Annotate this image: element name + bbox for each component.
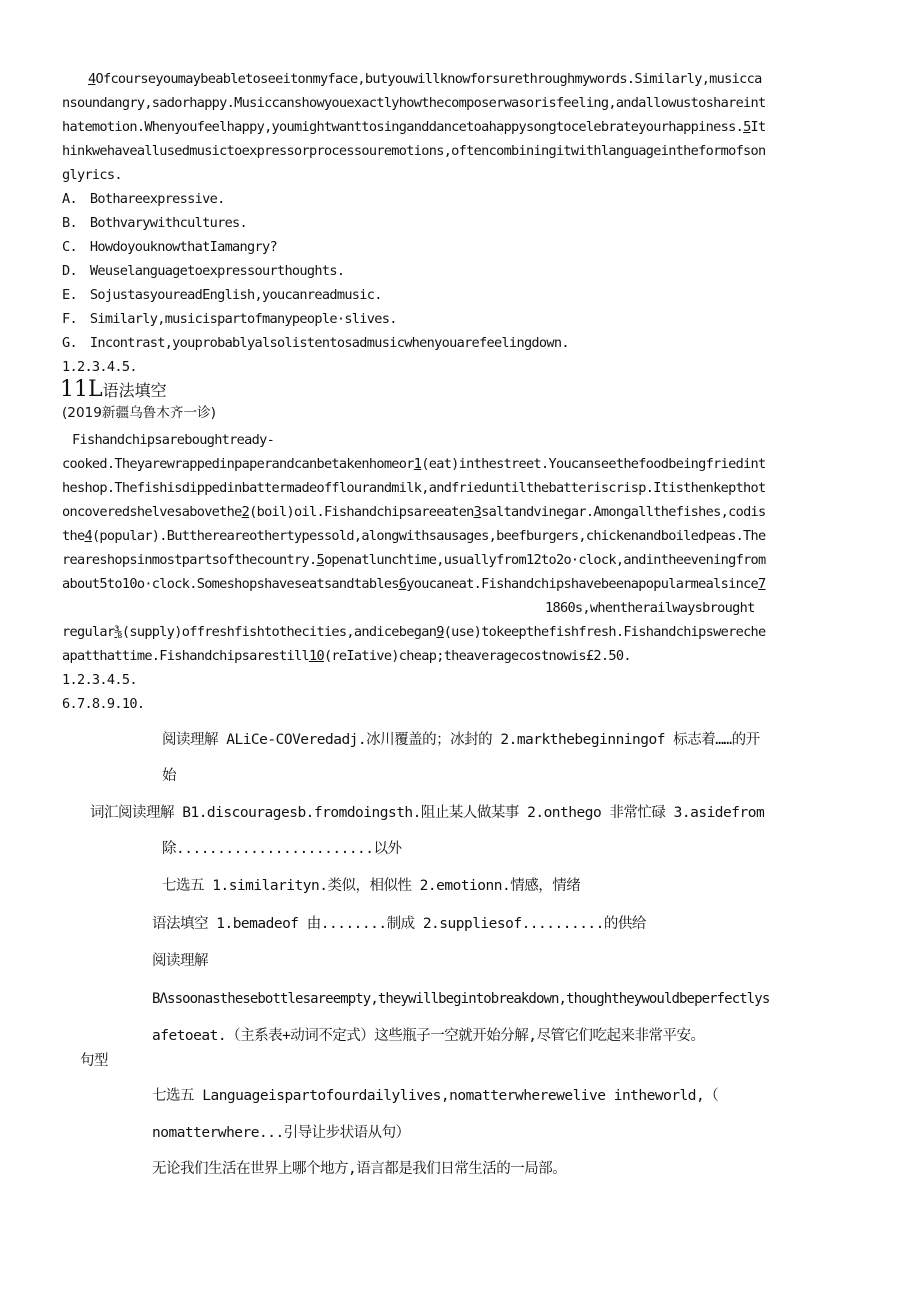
answer-line: 6.7.8.9.10. bbox=[62, 696, 145, 712]
blank-8: ⅜ bbox=[114, 624, 122, 640]
note-reading-a: 阅读理解 ALiCe-COVeredadj.冰川覆盖的；冰封的 2.markthebeginningof 标志着……的开 bbox=[162, 732, 760, 748]
answer-line: 1.2.3.4.5. bbox=[62, 359, 137, 375]
blank-9: 9 bbox=[436, 624, 444, 640]
blank-5: 5 bbox=[743, 119, 751, 135]
cloze-line: regular⅜(supply)offreshfishtothecities,andicebegan9(use)tokeepthefishfresh.Fishandchipswereche bbox=[62, 624, 766, 640]
cloze-line: Fishandchipsareboughtready- bbox=[72, 432, 275, 448]
note-sentence-b: BΛssoonasthesebottlesareempty,theywillbegintobreakdown,thoughtheywouldbeperfectlys bbox=[152, 991, 770, 1007]
option-b: B. Bothvarywithcultures. bbox=[62, 215, 248, 231]
blank-3: 3 bbox=[473, 504, 482, 520]
cloze-line: reareshopsinmostpartsofthecountry.5openatlunchtime,usuallyfrom12to2o·clock,andintheeveningfrom bbox=[62, 552, 766, 568]
blank-2: 2 bbox=[241, 504, 250, 520]
passage-line: 4Ofcourseyoumaybeabletoseeitonmyface,butyouwillknowforsurethroughmywords.Similarly,musicca bbox=[88, 71, 762, 87]
passage-line: hatemotion.Whenyoufeelhappy,youmightwanttosinganddancetoahappysongtocelebrateyourhappiness.5It bbox=[62, 119, 766, 135]
section-source: (2019新疆乌鲁木齐一诊) bbox=[62, 405, 216, 421]
cloze-line: apatthattime.Fishandchipsarestill10(reIative)cheap;theaveragecostnowis£2.50. bbox=[62, 648, 631, 664]
option-a: A. Bothareexpressive. bbox=[62, 191, 225, 207]
blank-7: 7 bbox=[758, 576, 766, 592]
note-reading-a-cont: 始 bbox=[162, 768, 176, 784]
passage-line: glyrics. bbox=[62, 167, 122, 183]
blank-4: 4 bbox=[84, 528, 92, 544]
passage-line: hinkwehaveallusedmusictoexpressorprocessouremotions,oftencombiningitwithlanguageintheformofson bbox=[62, 143, 766, 159]
cloze-line: about5to10o·clock.Someshopshaveseatsandtables6youcaneat.Fishandchipshavebeenapopularmealsince7 bbox=[62, 576, 766, 592]
cloze-line: the4(popular).Butthereareothertypessold,alongwithsausages,beefburgers,chickenandboiledpeas.The bbox=[62, 528, 766, 544]
note-seven-five: 七选五 1.similarityn.类似，相似性 2.emotionn.情感，情绪 bbox=[162, 878, 581, 894]
answer-line: 1.2.3.4.5. bbox=[62, 672, 137, 688]
note-translation: 无论我们生活在世界上哪个地方,语言都是我们日常生活的一局部。 bbox=[152, 1161, 567, 1177]
note-vocab-b: 词汇阅读理解 B1.discouragesb.fromdoingsth.阻止某人做某事 2.onthego 非常忙碌 3.asidefrom bbox=[90, 805, 765, 821]
option-c: C. HowdoyouknowthatIamangry? bbox=[62, 239, 277, 255]
cloze-line: cooked.Theyarewrappedinpaperandcanbetakenhomeor1(eat)inthestreet.Youcanseethefoodbeingfriedint bbox=[62, 456, 766, 472]
passage-line: nsoundangry,sadorhappy.Musiccanshowyouexactlyhowthecomposerwasorisfeeling,andallowustoshareint bbox=[62, 95, 766, 111]
cloze-line: 1860s,whentherailwaysbrought bbox=[545, 600, 755, 616]
cloze-line: heshop.Thefishisdippedinbattermadeofflourandmilk,andfrieduntilthebatteriscrisp.Itisthenkepthot bbox=[62, 480, 766, 496]
option-e: E. SojustasyoureadEnglish,youcanreadmusic. bbox=[62, 287, 382, 303]
blank-6: 6 bbox=[398, 576, 407, 592]
note-grammar: 语法填空 1.bemadeof 由........制成 2.suppliesof..........的供给 bbox=[152, 916, 646, 932]
note-seven-five-sentence-cont: nomatterwhere...引导让步状语从句） bbox=[152, 1125, 410, 1141]
option-g: G. Incontrast,youprobablyalsolistentosadmusicwhenyouarefeelingdown. bbox=[62, 335, 569, 351]
option-d: D. Weuselanguagetoexpressourthoughts. bbox=[62, 263, 345, 279]
note-sentence-b-cont: afetoeat.（主系表+动词不定式）这些瓶子一空就开始分解,尽管它们吃起来非常平安。 bbox=[152, 1028, 705, 1044]
blank-1: 1 bbox=[413, 456, 422, 472]
blank-5: 5 bbox=[316, 552, 324, 568]
blank-4: 4 bbox=[88, 71, 96, 87]
cloze-line: oncoveredshelvesabovethe2(boil)oil.Fishandchipsareeaten3saltandvinegar.Amongallthefishes,codis bbox=[62, 504, 766, 520]
note-seven-five-sentence: 七选五 Languageispartofourdailylives,nomatterwherewelive intheworld,（ bbox=[152, 1088, 719, 1104]
note-reading: 阅读理解 bbox=[152, 953, 208, 969]
option-f: F. Similarly,musicispartofmanypeople·slives. bbox=[62, 311, 397, 327]
note-sentence-label: 句型 bbox=[80, 1053, 108, 1069]
note-vocab-b-cont: 除........................以外 bbox=[162, 841, 402, 857]
section-title: 11L语法填空 bbox=[60, 377, 167, 402]
blank-10: 10 bbox=[308, 648, 324, 664]
